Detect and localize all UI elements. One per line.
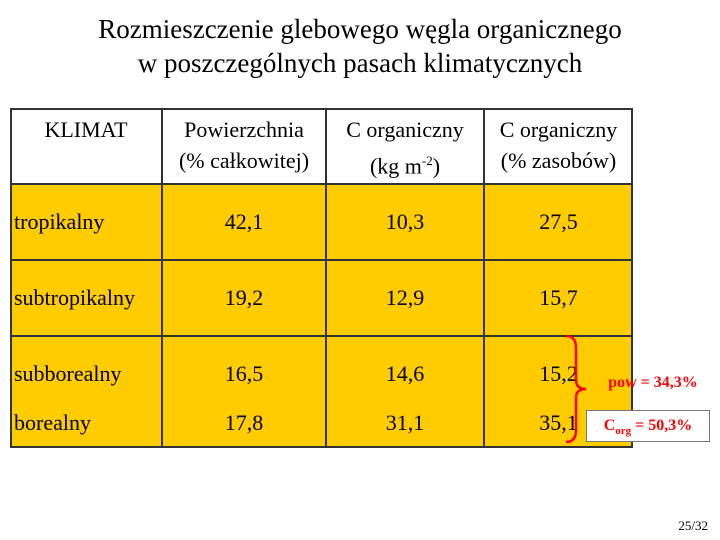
cell-powierzchnia: 16,5 (224, 361, 264, 386)
cell-c-kg: 14,6 (385, 361, 425, 386)
cell-c-proc: 15,2 (539, 361, 578, 386)
cell-c-proc: 27,5 (539, 209, 578, 234)
cell-klimat: borealny (14, 410, 91, 435)
title-line-1: Rozmieszczenie glebowego węgla organicznego (98, 14, 622, 44)
cell-powierzchnia: 42,1 (224, 209, 264, 234)
cell-klimat: tropikalny (14, 209, 105, 234)
cell-klimat: subtropikalny (14, 285, 135, 310)
cell-klimat: subborealny (14, 361, 122, 386)
cell-c-kg: 12,9 (385, 285, 425, 310)
table-frame (10, 108, 633, 448)
cell-c-proc: 15,7 (539, 285, 578, 310)
cell-c-kg: 10,3 (385, 209, 425, 234)
slide-title (0, 12, 720, 80)
cell-powierzchnia: 17,8 (224, 410, 264, 435)
carbon-table (10, 108, 633, 448)
header-c-kg: C organiczny (kg $m^{-2}$) (346, 117, 464, 179)
cell-c-proc: 35,1 (539, 410, 578, 435)
header-klimat: KLIMAT (44, 117, 128, 142)
annotation-corg: $C_{org} = 50,3\%$ (586, 410, 710, 442)
cell-powierzchnia: 19,2 (224, 285, 264, 310)
title-line-2: w poszczególnych pasach klimatycznych (137, 48, 583, 78)
cell-c-kg: 31,1 (385, 410, 425, 435)
page-number: 25/32 (678, 518, 708, 533)
annotation-pow: pow = 34,3% (608, 374, 698, 391)
header-powierzchnia: Powierzchnia (% całkowitej) (178, 117, 310, 173)
header-c-proc: C organiczny (% zasobów) (499, 117, 618, 173)
